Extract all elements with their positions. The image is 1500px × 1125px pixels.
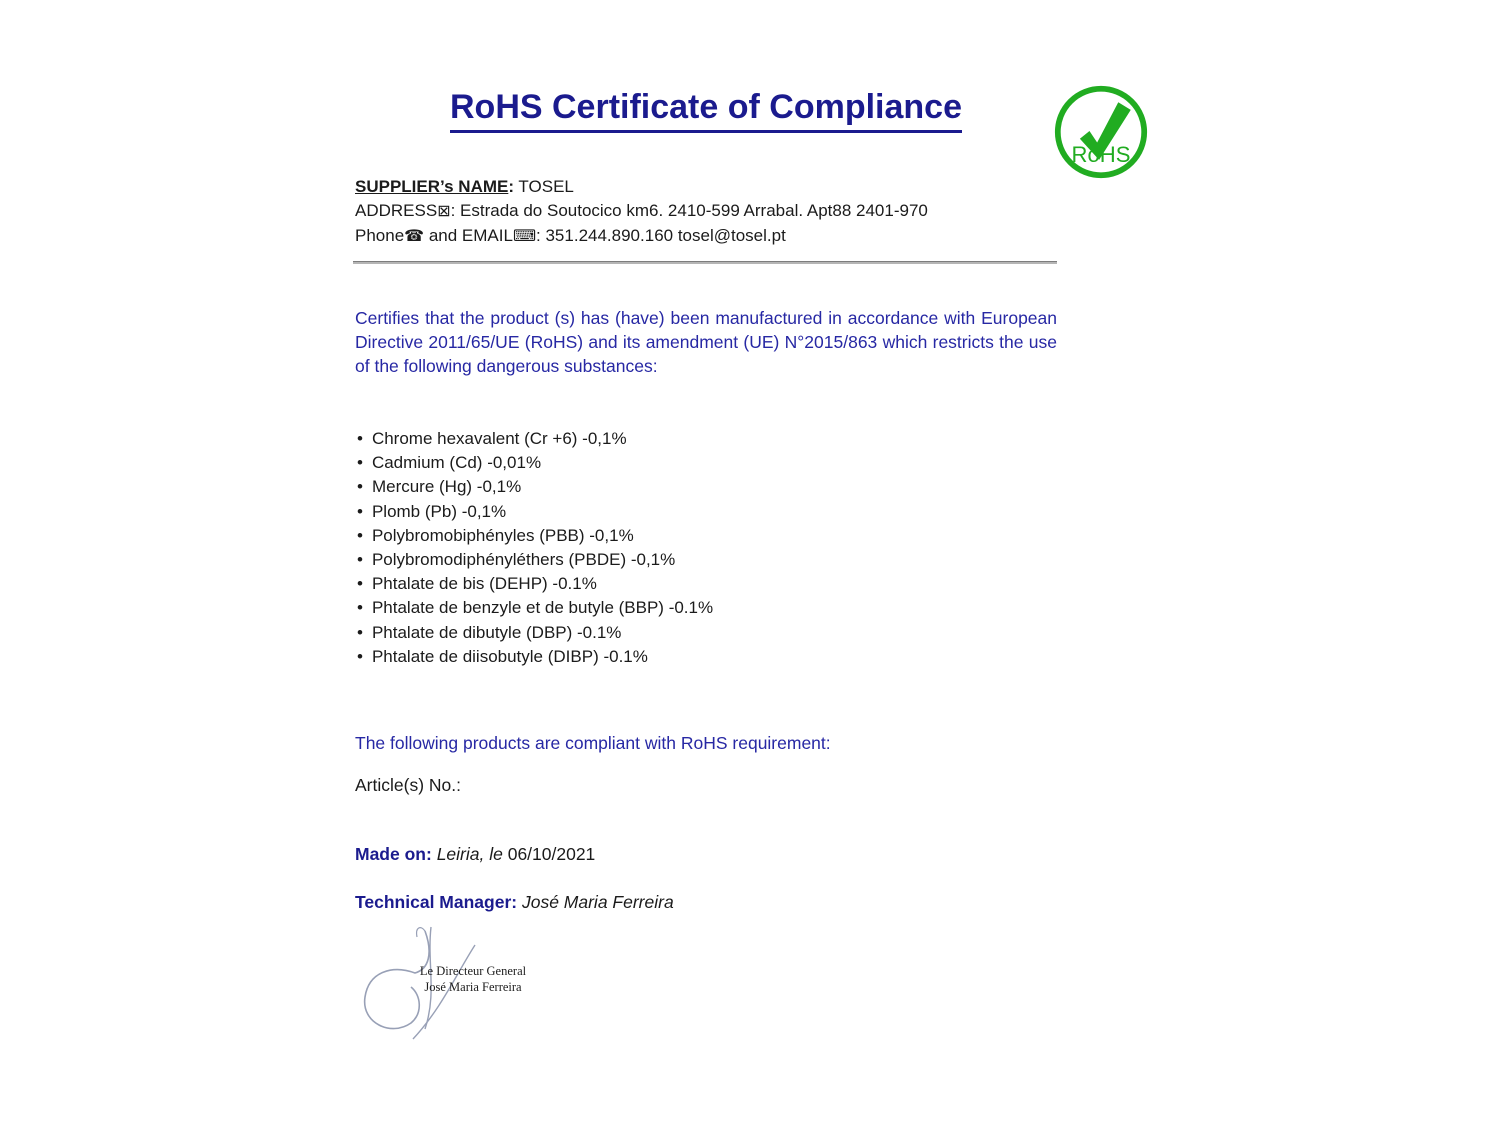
substance-item [357, 548, 1057, 572]
substance-item [357, 645, 1057, 669]
substance-item [357, 475, 1057, 499]
supplier-name-colon: : [508, 177, 515, 196]
rohs-logo [1053, 84, 1149, 180]
supplier-name-label: SUPPLIER’s NAME [355, 177, 509, 196]
supplier-contact-line [355, 224, 1075, 249]
substance-item [357, 451, 1057, 475]
article-line: Article(s) No.: [355, 775, 461, 795]
substance-label: Chrome hexavalent (Cr +6) -0,1% [371, 429, 627, 448]
divider-rule [353, 261, 1057, 264]
substance-label: Polybromobiphényles (PBB) -0,1% [371, 525, 634, 545]
bullet-icon: • [357, 622, 363, 642]
substance-item [357, 500, 1057, 524]
logo-text: RoHS [1071, 141, 1131, 167]
supplier-block [355, 175, 1075, 249]
substance-label: Phtalate de bis (DEHP) -0.1% [371, 574, 597, 594]
supplier-name-value: TOSEL [514, 177, 574, 196]
signature-block [355, 923, 595, 1058]
substance-label: Cadmium (Cd) -0,01% [371, 453, 542, 473]
bullet-icon: • [357, 550, 363, 570]
substance-label: Plomb (Pb) -0,1% [371, 501, 507, 521]
bullet-icon: • [357, 429, 363, 448]
substance-item [357, 572, 1057, 596]
substance-label: Phtalate de benzyle et de butyle (BBP) -0.1% [371, 598, 714, 618]
envelope-icon: ⊠ [437, 203, 451, 220]
bullet-icon: • [357, 646, 363, 666]
substance-label: Polybromodiphényléthers (PBDE) -0,1% [371, 550, 676, 570]
substance-label: Mercure (Hg) -0,1% [371, 477, 522, 497]
compliance-line: The following products are compliant with RoHS requirement: [355, 733, 831, 753]
address-value: : Estrada do Soutocico km6. 2410-599 Arrabal. Apt88 2401-970 [450, 201, 928, 220]
address-label: ADDRESS [355, 201, 438, 220]
page-title: RoHS Certificate of Compliance [450, 88, 962, 133]
bullet-icon: • [357, 477, 363, 497]
substance-item [357, 524, 1057, 548]
signature-name: José Maria Ferreira [424, 980, 522, 994]
technical-manager-label: Technical Manager: [355, 892, 518, 912]
substances-list [357, 427, 1057, 669]
made-on-label: Made on: [355, 844, 432, 864]
signature-title: Le Directeur General [419, 964, 527, 978]
supplier-name-line [355, 175, 1075, 199]
substance-label: Phtalate de diisobutyle (DIBP) -0.1% [371, 646, 648, 666]
supplier-address-line [355, 199, 1075, 224]
signature-text [393, 963, 553, 995]
bullet-icon: • [357, 598, 363, 618]
technical-manager-name: José Maria Ferreira [521, 892, 674, 912]
technical-manager-line [355, 892, 674, 913]
certification-statement: Certifies that the product (s) has (have) been manufactured in accordance with European Directive 2011/65/UE (RoHS) and its amendment (UE) N°2015/863 which restricts the use of the following dangerous substances: [355, 308, 1057, 376]
made-on-place: Leiria, le [436, 844, 503, 864]
made-on-line [355, 844, 595, 865]
bullet-icon: • [357, 453, 363, 473]
signature-tip [417, 928, 425, 937]
bullet-icon: • [357, 501, 363, 521]
substance-item [357, 427, 1057, 451]
bullet-icon: • [357, 525, 363, 545]
title-wrap [355, 88, 1057, 133]
email-label: and EMAIL [424, 226, 513, 245]
bullet-icon: • [357, 574, 363, 594]
phone-email-value: : 351.244.890.160 tosel@tosel.pt [536, 226, 786, 245]
substance-label: Phtalate de dibutyle (DBP) -0.1% [371, 622, 622, 642]
made-on-date: 06/10/2021 [502, 844, 596, 864]
phone-label: Phone [355, 226, 405, 245]
computer-icon: ⌨ [512, 228, 537, 245]
substance-item [357, 621, 1057, 645]
substance-item [357, 596, 1057, 620]
phone-icon: ☎ [404, 228, 425, 245]
rohs-logo-graphic [1053, 84, 1149, 180]
